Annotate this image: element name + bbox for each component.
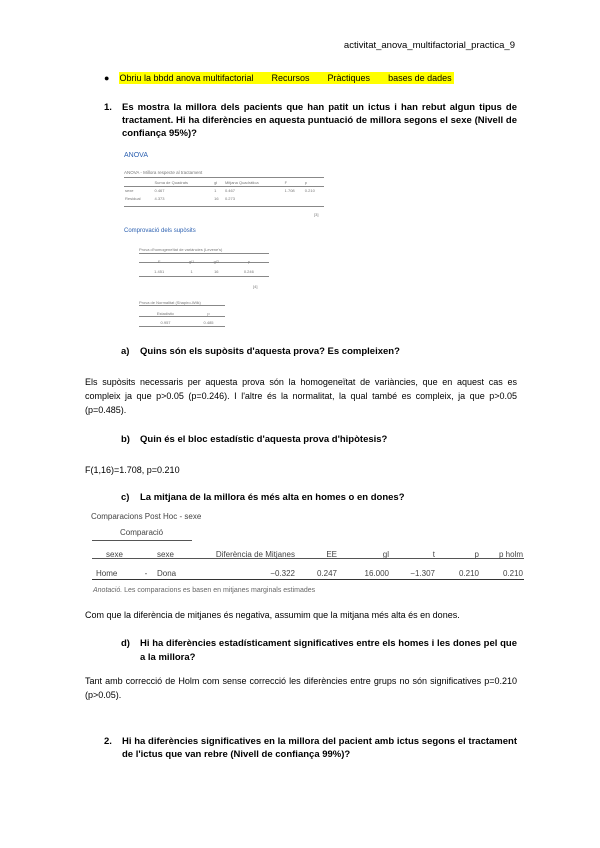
table-cell: 4.373: [154, 196, 165, 201]
table-cell: 16: [214, 196, 219, 201]
levene-table: [139, 255, 269, 275]
table-header: p holm: [498, 549, 523, 559]
divider: [139, 276, 269, 277]
table-header: gl: [214, 180, 218, 185]
table-cell: 1: [214, 188, 217, 193]
table-cell: sexe: [125, 188, 134, 193]
table-header: [136, 545, 156, 563]
anova-title: ANOVA: [124, 152, 148, 159]
posthoc-title: Comparacions Post Hoc - sexe: [91, 512, 202, 521]
table-header: [124, 179, 153, 186]
table-header: t: [432, 549, 435, 559]
divider: [139, 253, 269, 254]
table-header: p: [474, 549, 479, 559]
subquestion-text: Hi ha diferències estadísticament significatives entre els homes i les dones pel que a la millora?: [140, 638, 517, 663]
table-cell: −0.322: [270, 569, 295, 578]
table-cell: 0.467: [154, 188, 165, 193]
table-header: sexe: [157, 549, 174, 559]
table-cell: 0.246: [243, 269, 254, 274]
table-header: sexe: [106, 549, 123, 559]
table-row: [139, 319, 225, 326]
table-header: gl1: [188, 259, 195, 264]
table-cell: Dona: [157, 569, 177, 578]
table-row: [139, 268, 269, 275]
table-header-row: [139, 308, 225, 319]
table-header: p: [247, 259, 250, 264]
table-cell: [304, 195, 324, 202]
answer-b: F(1,16)=1.708, p=0.210: [85, 465, 180, 475]
subquestion-text: Quin és el bloc estadístic d'aquesta prova d'hipòtesis?: [140, 434, 388, 445]
table-cell: 0.210: [458, 569, 479, 578]
table-row: [124, 186, 324, 195]
anova-table: [124, 179, 324, 202]
table-cell: 1: [190, 269, 193, 274]
table-header: gl2: [213, 259, 219, 264]
divider: [139, 326, 225, 327]
table-cell: 0.247: [316, 569, 337, 578]
instruction-part: Obriu la bbdd anova multifactorial: [119, 73, 254, 83]
table-cell: -: [144, 569, 148, 578]
table-cell: 1.451: [154, 269, 165, 274]
normality-title: Prova de Normalitat (Shapiro-Wilk): [139, 300, 201, 305]
instruction-part: Recursos: [271, 73, 310, 83]
table-cell: Residual: [125, 196, 141, 201]
question-text: Es mostra la millora dels pacients que han patit un ictus i han rebut algun tipus de tractament. Hi ha diferències en aquesta puntuació de millora segons el sexe (Nivell de confiança 95%)?: [122, 102, 517, 139]
table-header: p: [207, 311, 210, 316]
table-cell: 16: [214, 269, 219, 274]
divider: [92, 540, 192, 541]
assumptions-title: Comprovació dels supòsits: [124, 228, 196, 234]
table-cell: 0.273: [224, 196, 235, 201]
question-number: 1.: [104, 102, 112, 113]
table-cell: 1.708: [284, 188, 295, 193]
table-header-row: [124, 179, 324, 186]
subquestion-label: a): [121, 346, 130, 357]
table-header: Estadístic: [156, 311, 175, 316]
anova-subtitle: ANOVA - Millora respecte al tractament: [124, 170, 203, 175]
posthoc-group-label: Comparació: [120, 528, 164, 537]
table-header: gl: [382, 549, 389, 559]
question-number: 2.: [104, 736, 112, 747]
question-1: [104, 101, 517, 140]
answer-d: Tant amb correcció de Holm com sense correcció les diferències entre grups no són significatives p=0.210 (p>0.05).: [85, 676, 517, 700]
subquestion-a: [121, 346, 400, 357]
instruction-line: [104, 72, 454, 84]
subquestion-label: b): [121, 434, 130, 445]
table-header: Mitjana Quadràtica: [224, 180, 259, 185]
table-header-row: [92, 545, 524, 563]
levene-title: Prova d'homogeneïtat de variàncies (Levene's): [139, 247, 223, 252]
subquestion-label: c): [121, 492, 130, 503]
subquestion-c: [121, 492, 405, 503]
table-header: p: [304, 180, 308, 185]
table-row: [124, 195, 324, 202]
table-header: F: [284, 180, 288, 185]
normality-table: [139, 308, 225, 326]
table-cell: 16.000: [364, 569, 389, 578]
table-header: EE: [326, 549, 337, 559]
table-cell: −1.307: [410, 569, 435, 578]
instruction-part: Pràctiques: [327, 73, 371, 83]
document-filename: activitat_anova_multifactorial_practica_9: [343, 40, 515, 51]
table-header-row: [139, 255, 269, 268]
question-text: Hi ha diferències significatives en la millora del pacient amb ictus segons el tractament de l'ictus que van rebre (Nivell de confiança 99%)?: [122, 736, 517, 760]
subquestion-d: [121, 637, 517, 665]
posthoc-note-text: Les comparacions es basen en mitjanes marginals estimades: [124, 587, 316, 594]
table-header: F: [157, 259, 161, 264]
table-cell: Home: [96, 569, 118, 578]
table-cell: [284, 195, 304, 202]
divider: [139, 305, 225, 306]
divider: [124, 177, 324, 178]
instruction-highlight: [119, 72, 453, 84]
table-header: Suma de Quadrats: [154, 180, 189, 185]
table-row: [92, 563, 524, 584]
bullet-icon: ●: [104, 73, 110, 83]
subquestion-text: Quins són els supòsits d'aquesta prova? Es compleixen?: [140, 346, 400, 357]
table-cell: 0.485: [203, 320, 214, 325]
divider: [124, 206, 324, 207]
levene-footer: [4]: [253, 284, 258, 289]
table-header: Diferència de Mitjanes: [215, 549, 295, 559]
anova-footer: [3]: [314, 212, 319, 217]
answer-c: Com que la diferència de mitjanes és negativa, assumim que la mitjana més alta és en dones.: [85, 610, 460, 620]
answer-a: Els supòsits necessaris per aquesta prova són la homogeneïtat de variàncies, que en aquest cas es compleix ja que p>0.05 (p=0.246). I l'altre és la normalitat, la qual també es compleix, ja que p>0.05 (p=0.485).: [85, 377, 517, 415]
table-cell: 0.467: [224, 188, 235, 193]
posthoc-table: [92, 545, 524, 584]
table-cell: 0.957: [160, 320, 171, 325]
subquestion-text: La mitjana de la millora és més alta en homes o en dones?: [140, 492, 405, 503]
table-cell: 0.210: [304, 188, 315, 193]
instruction-part: bases de dades: [388, 73, 452, 83]
table-cell: 0.210: [502, 569, 523, 578]
posthoc-note-label: Anotació.: [93, 587, 123, 594]
question-2: [104, 735, 517, 761]
subquestion-label: d): [121, 638, 130, 649]
subquestion-b: [121, 434, 388, 445]
posthoc-note: [93, 587, 315, 594]
